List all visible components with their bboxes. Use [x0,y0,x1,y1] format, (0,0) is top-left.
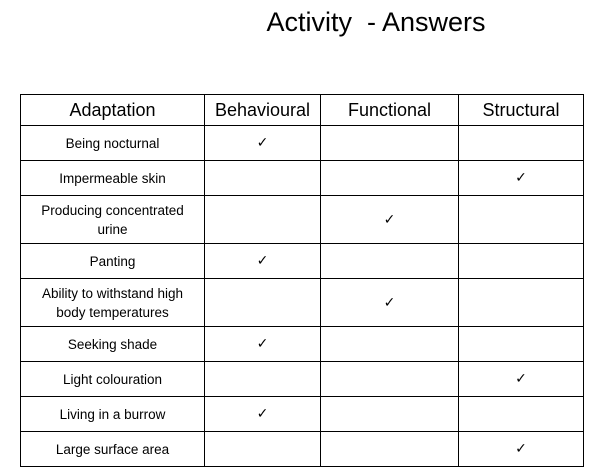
table-row [21,327,584,362]
check-icon: ✓ [256,253,269,269]
cell-structural [459,126,584,161]
check-icon: ✓ [515,441,527,457]
table-row [21,279,584,327]
cell-functional [321,244,459,279]
cell-functional [321,161,459,196]
check-icon: ✓ [256,135,269,151]
check-icon: ✓ [256,336,269,352]
table-row [21,362,584,397]
cell-structural [459,244,584,279]
check-icon: ✓ [256,406,269,422]
table-row [21,126,584,161]
adaptation-label: Light colouration [21,362,205,397]
check-icon: ✓ [515,170,527,186]
cell-structural [459,161,584,196]
cell-structural [459,327,584,362]
table-row [21,244,584,279]
cell-functional [321,126,459,161]
cell-functional [321,327,459,362]
cell-behavioural [205,432,321,467]
cell-functional [321,196,459,244]
adaptation-label: Large surface area [21,432,205,467]
table-row [21,397,584,432]
adaptation-table [20,94,584,467]
table-row [21,432,584,467]
table-row [21,161,584,196]
check-icon: ✓ [515,371,527,387]
cell-behavioural [205,126,321,161]
adaptation-label: Ability to withstand high body temperatures [21,279,205,327]
table-body [21,126,584,467]
check-icon: ✓ [383,294,396,311]
header-behavioural: Behavioural [205,95,321,126]
cell-behavioural [205,196,321,244]
table-row [21,196,584,244]
cell-structural [459,397,584,432]
cell-behavioural [205,161,321,196]
cell-behavioural [205,397,321,432]
adaptation-label: Being nocturnal [21,126,205,161]
page-title: Activity - Answers [266,7,486,37]
check-icon: ✓ [383,211,396,228]
adaptation-label: Producing concentrated urine [21,196,205,244]
cell-behavioural [205,327,321,362]
cell-structural [459,432,584,467]
cell-functional [321,432,459,467]
header-adaptation: Adaptation [21,95,205,126]
cell-structural [459,362,584,397]
adaptation-label: Seeking shade [21,327,205,362]
adaptation-label: Panting [21,244,205,279]
cell-behavioural [205,244,321,279]
adaptation-label: Living in a burrow [21,397,205,432]
cell-functional [321,397,459,432]
header-functional: Functional [321,95,459,126]
table-header-row [21,95,584,126]
cell-functional [321,279,459,327]
adaptation-label: Impermeable skin [21,161,205,196]
cell-behavioural [205,279,321,327]
cell-structural [459,279,584,327]
cell-functional [321,362,459,397]
header-structural: Structural [459,95,584,126]
cell-structural [459,196,584,244]
cell-behavioural [205,362,321,397]
